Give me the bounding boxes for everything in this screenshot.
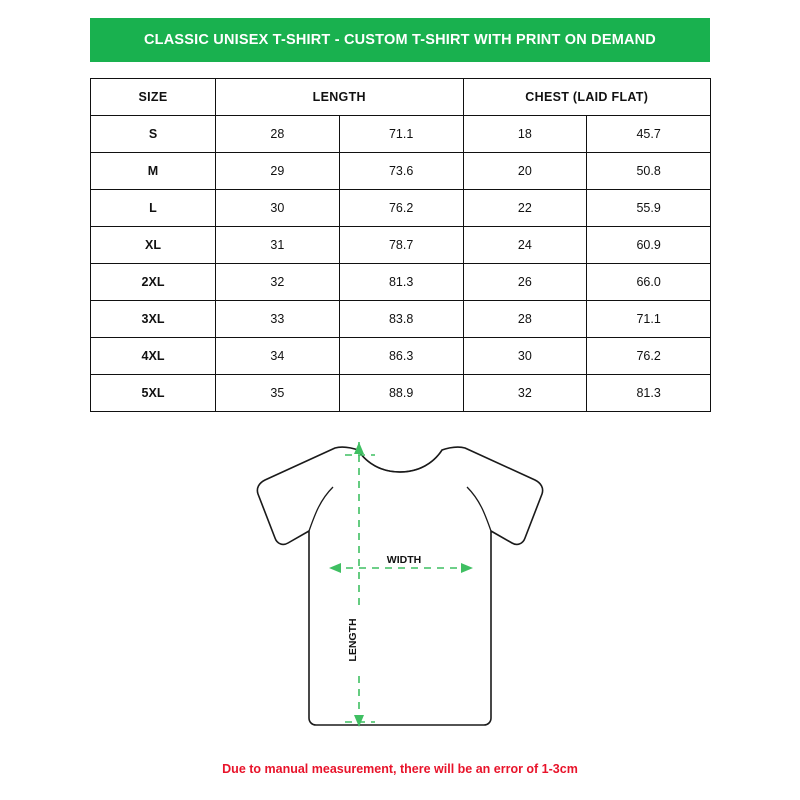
cell-length-in: 30 bbox=[216, 190, 340, 227]
cell-size: 4XL bbox=[91, 338, 216, 375]
cell-size: 2XL bbox=[91, 264, 216, 301]
table-body bbox=[91, 116, 711, 412]
cell-length-in: 31 bbox=[216, 227, 340, 264]
cell-length-in: 29 bbox=[216, 153, 340, 190]
header-banner bbox=[90, 18, 710, 62]
cell-chest-in: 24 bbox=[463, 227, 587, 264]
cell-length-cm: 73.6 bbox=[339, 153, 463, 190]
cell-chest-cm: 50.8 bbox=[587, 153, 711, 190]
cell-size: XL bbox=[91, 227, 216, 264]
cell-length-in: 33 bbox=[216, 301, 340, 338]
cell-size: S bbox=[91, 116, 216, 153]
tshirt-measurement-diagram bbox=[225, 430, 575, 740]
cell-chest-in: 22 bbox=[463, 190, 587, 227]
size-chart-table bbox=[90, 78, 711, 412]
cell-length-cm: 78.7 bbox=[339, 227, 463, 264]
cell-size: M bbox=[91, 153, 216, 190]
cell-length-cm: 81.3 bbox=[339, 264, 463, 301]
cell-length-in: 34 bbox=[216, 338, 340, 375]
table-row bbox=[91, 227, 711, 264]
cell-chest-in: 18 bbox=[463, 116, 587, 153]
cell-chest-cm: 81.3 bbox=[587, 375, 711, 412]
cell-chest-cm: 60.9 bbox=[587, 227, 711, 264]
cell-size: L bbox=[91, 190, 216, 227]
cell-size: 3XL bbox=[91, 301, 216, 338]
cell-size: 5XL bbox=[91, 375, 216, 412]
width-label: WIDTH bbox=[386, 554, 422, 566]
tshirt-outline-icon bbox=[257, 447, 542, 725]
table-row bbox=[91, 116, 711, 153]
table-row bbox=[91, 338, 711, 375]
cell-length-cm: 86.3 bbox=[339, 338, 463, 375]
cell-length-cm: 71.1 bbox=[339, 116, 463, 153]
cell-chest-in: 28 bbox=[463, 301, 587, 338]
cell-chest-in: 26 bbox=[463, 264, 587, 301]
cell-chest-cm: 71.1 bbox=[587, 301, 711, 338]
table-header-row bbox=[91, 79, 711, 116]
table-row bbox=[91, 301, 711, 338]
table-row bbox=[91, 375, 711, 412]
header-size: SIZE bbox=[91, 79, 216, 116]
table-row bbox=[91, 190, 711, 227]
cell-chest-cm: 55.9 bbox=[587, 190, 711, 227]
cell-chest-in: 32 bbox=[463, 375, 587, 412]
cell-chest-cm: 45.7 bbox=[587, 116, 711, 153]
cell-length-cm: 76.2 bbox=[339, 190, 463, 227]
cell-length-in: 32 bbox=[216, 264, 340, 301]
cell-length-in: 35 bbox=[216, 375, 340, 412]
table-row bbox=[91, 153, 711, 190]
cell-chest-in: 20 bbox=[463, 153, 587, 190]
measurement-disclaimer: Due to manual measurement, there will be an error of 1-3cm bbox=[222, 762, 578, 776]
cell-length-in: 28 bbox=[216, 116, 340, 153]
cell-chest-cm: 66.0 bbox=[587, 264, 711, 301]
cell-length-cm: 83.8 bbox=[339, 301, 463, 338]
table-head bbox=[91, 79, 711, 116]
cell-length-cm: 88.9 bbox=[339, 375, 463, 412]
page-title: CLASSIC UNISEX T-SHIRT - CUSTOM T-SHIRT WITH PRINT ON DEMAND bbox=[144, 32, 656, 48]
table-row bbox=[91, 264, 711, 301]
length-label: LENGTH bbox=[347, 618, 359, 662]
cell-chest-in: 30 bbox=[463, 338, 587, 375]
header-length: LENGTH bbox=[216, 79, 464, 116]
header-chest: CHEST (LAID FLAT) bbox=[463, 79, 711, 116]
cell-chest-cm: 76.2 bbox=[587, 338, 711, 375]
